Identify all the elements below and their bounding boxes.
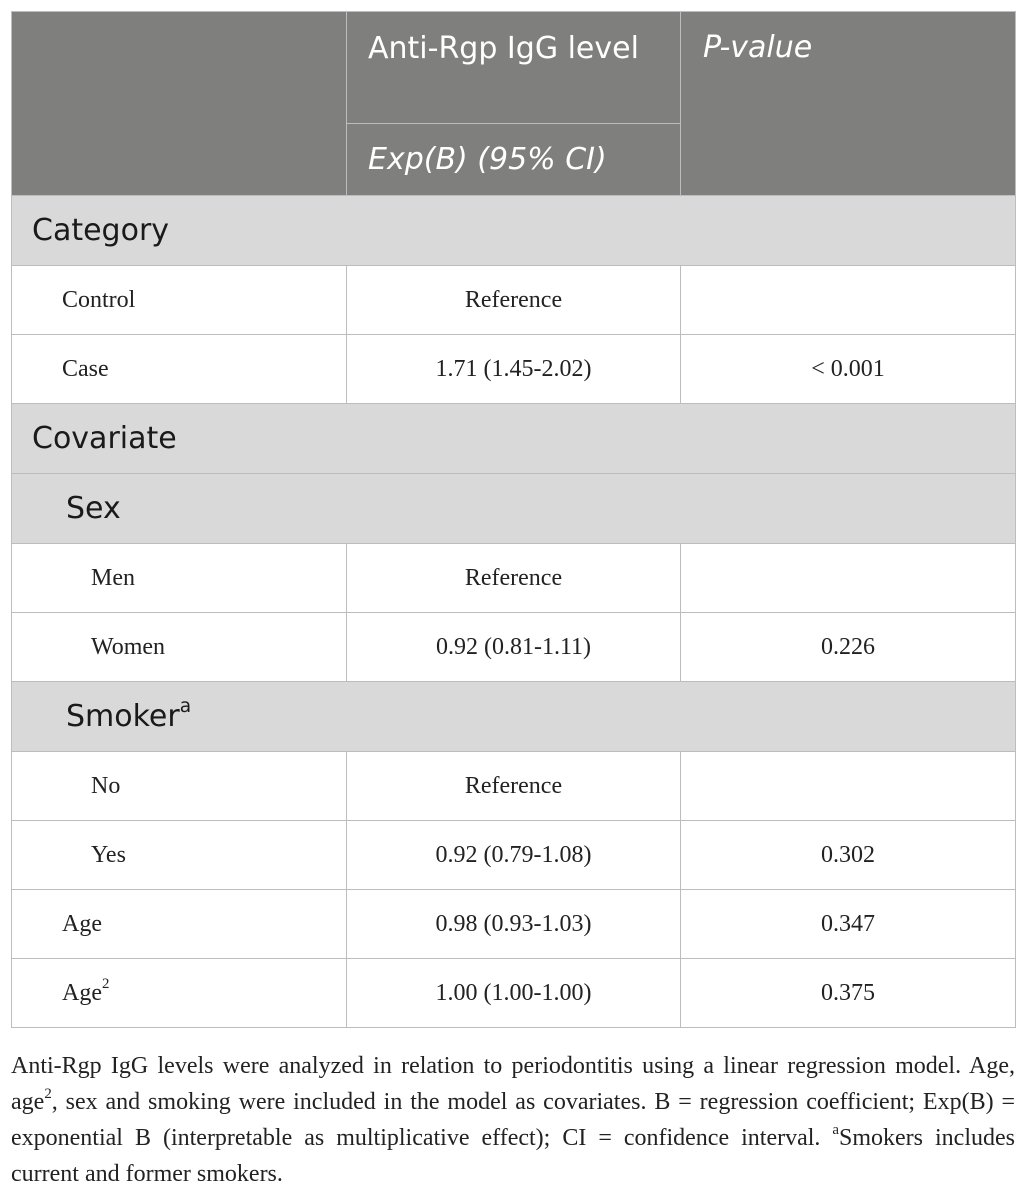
- row-value: Reference: [347, 266, 681, 335]
- header-anti-rgp: Anti-Rgp IgG level: [347, 12, 681, 124]
- header-row: [12, 12, 1016, 124]
- row-value: 0.92 (0.79-1.08): [347, 821, 681, 890]
- row-p-value: 0.375: [681, 959, 1016, 1028]
- regression-table: [11, 11, 1016, 1028]
- table-row-no: [12, 752, 1016, 821]
- row-label: Age: [12, 890, 347, 959]
- row-value: 0.92 (0.81-1.11): [347, 613, 681, 682]
- row-p-value: [681, 752, 1016, 821]
- section-smoker: [12, 682, 1016, 752]
- row-label: No: [12, 752, 347, 821]
- exponent: 2: [101, 976, 110, 993]
- row-label: Men: [12, 544, 347, 613]
- smoker-label: Smoker: [66, 699, 180, 734]
- section-label: [12, 682, 1016, 752]
- footnote-text-3: Smokers includes current and former smokers.: [11, 1125, 1015, 1187]
- footnote-marker: a: [832, 1121, 840, 1138]
- table-row-age: [12, 890, 1016, 959]
- row-label: Case: [12, 335, 347, 404]
- table-row-men: [12, 544, 1016, 613]
- row-value: 0.98 (0.93-1.03): [347, 890, 681, 959]
- section-label: Sex: [12, 474, 1016, 544]
- row-p-value: 0.226: [681, 613, 1016, 682]
- section-covariate: [12, 404, 1016, 474]
- age-label: Age: [62, 979, 102, 1006]
- table-row-yes: [12, 821, 1016, 890]
- table-row-control: [12, 266, 1016, 335]
- row-label: [12, 959, 347, 1028]
- footnote-exponent: 2: [44, 1085, 52, 1102]
- table-row-case: [12, 335, 1016, 404]
- row-p-value: < 0.001: [681, 335, 1016, 404]
- row-label: Control: [12, 266, 347, 335]
- row-p-value: [681, 544, 1016, 613]
- row-p-value: 0.302: [681, 821, 1016, 890]
- row-p-value: [681, 266, 1016, 335]
- footnote-text-1: Anti-Rgp IgG levels were analyzed in relation to periodontitis using a linear regression model. Age, age: [11, 1053, 1015, 1115]
- row-value: 1.71 (1.45-2.02): [347, 335, 681, 404]
- table-row-women: [12, 613, 1016, 682]
- row-label: Women: [12, 613, 347, 682]
- row-p-value: 0.347: [681, 890, 1016, 959]
- footnote-marker: a: [179, 696, 192, 718]
- header-exp-b: Exp(B) (95% CI): [347, 124, 681, 196]
- table-row-age-squared: [12, 959, 1016, 1028]
- footnote-text-2: , sex and smoking were included in the model as covariates. B = regression coefficient; Exp(B) = exponential B (interpretable as multiplicative effect); CI = confidence interval.: [11, 1089, 1015, 1151]
- section-label: Covariate: [12, 404, 1016, 474]
- row-value: 1.00 (1.00-1.00): [347, 959, 681, 1028]
- table-footnote: [11, 1048, 1015, 1192]
- row-value: Reference: [347, 544, 681, 613]
- section-sex: [12, 474, 1016, 544]
- header-blank-cell: [12, 12, 347, 196]
- row-value: Reference: [347, 752, 681, 821]
- row-label: Yes: [12, 821, 347, 890]
- header-p-value: P-value: [681, 12, 1016, 196]
- section-category: [12, 196, 1016, 266]
- section-label: Category: [12, 196, 1016, 266]
